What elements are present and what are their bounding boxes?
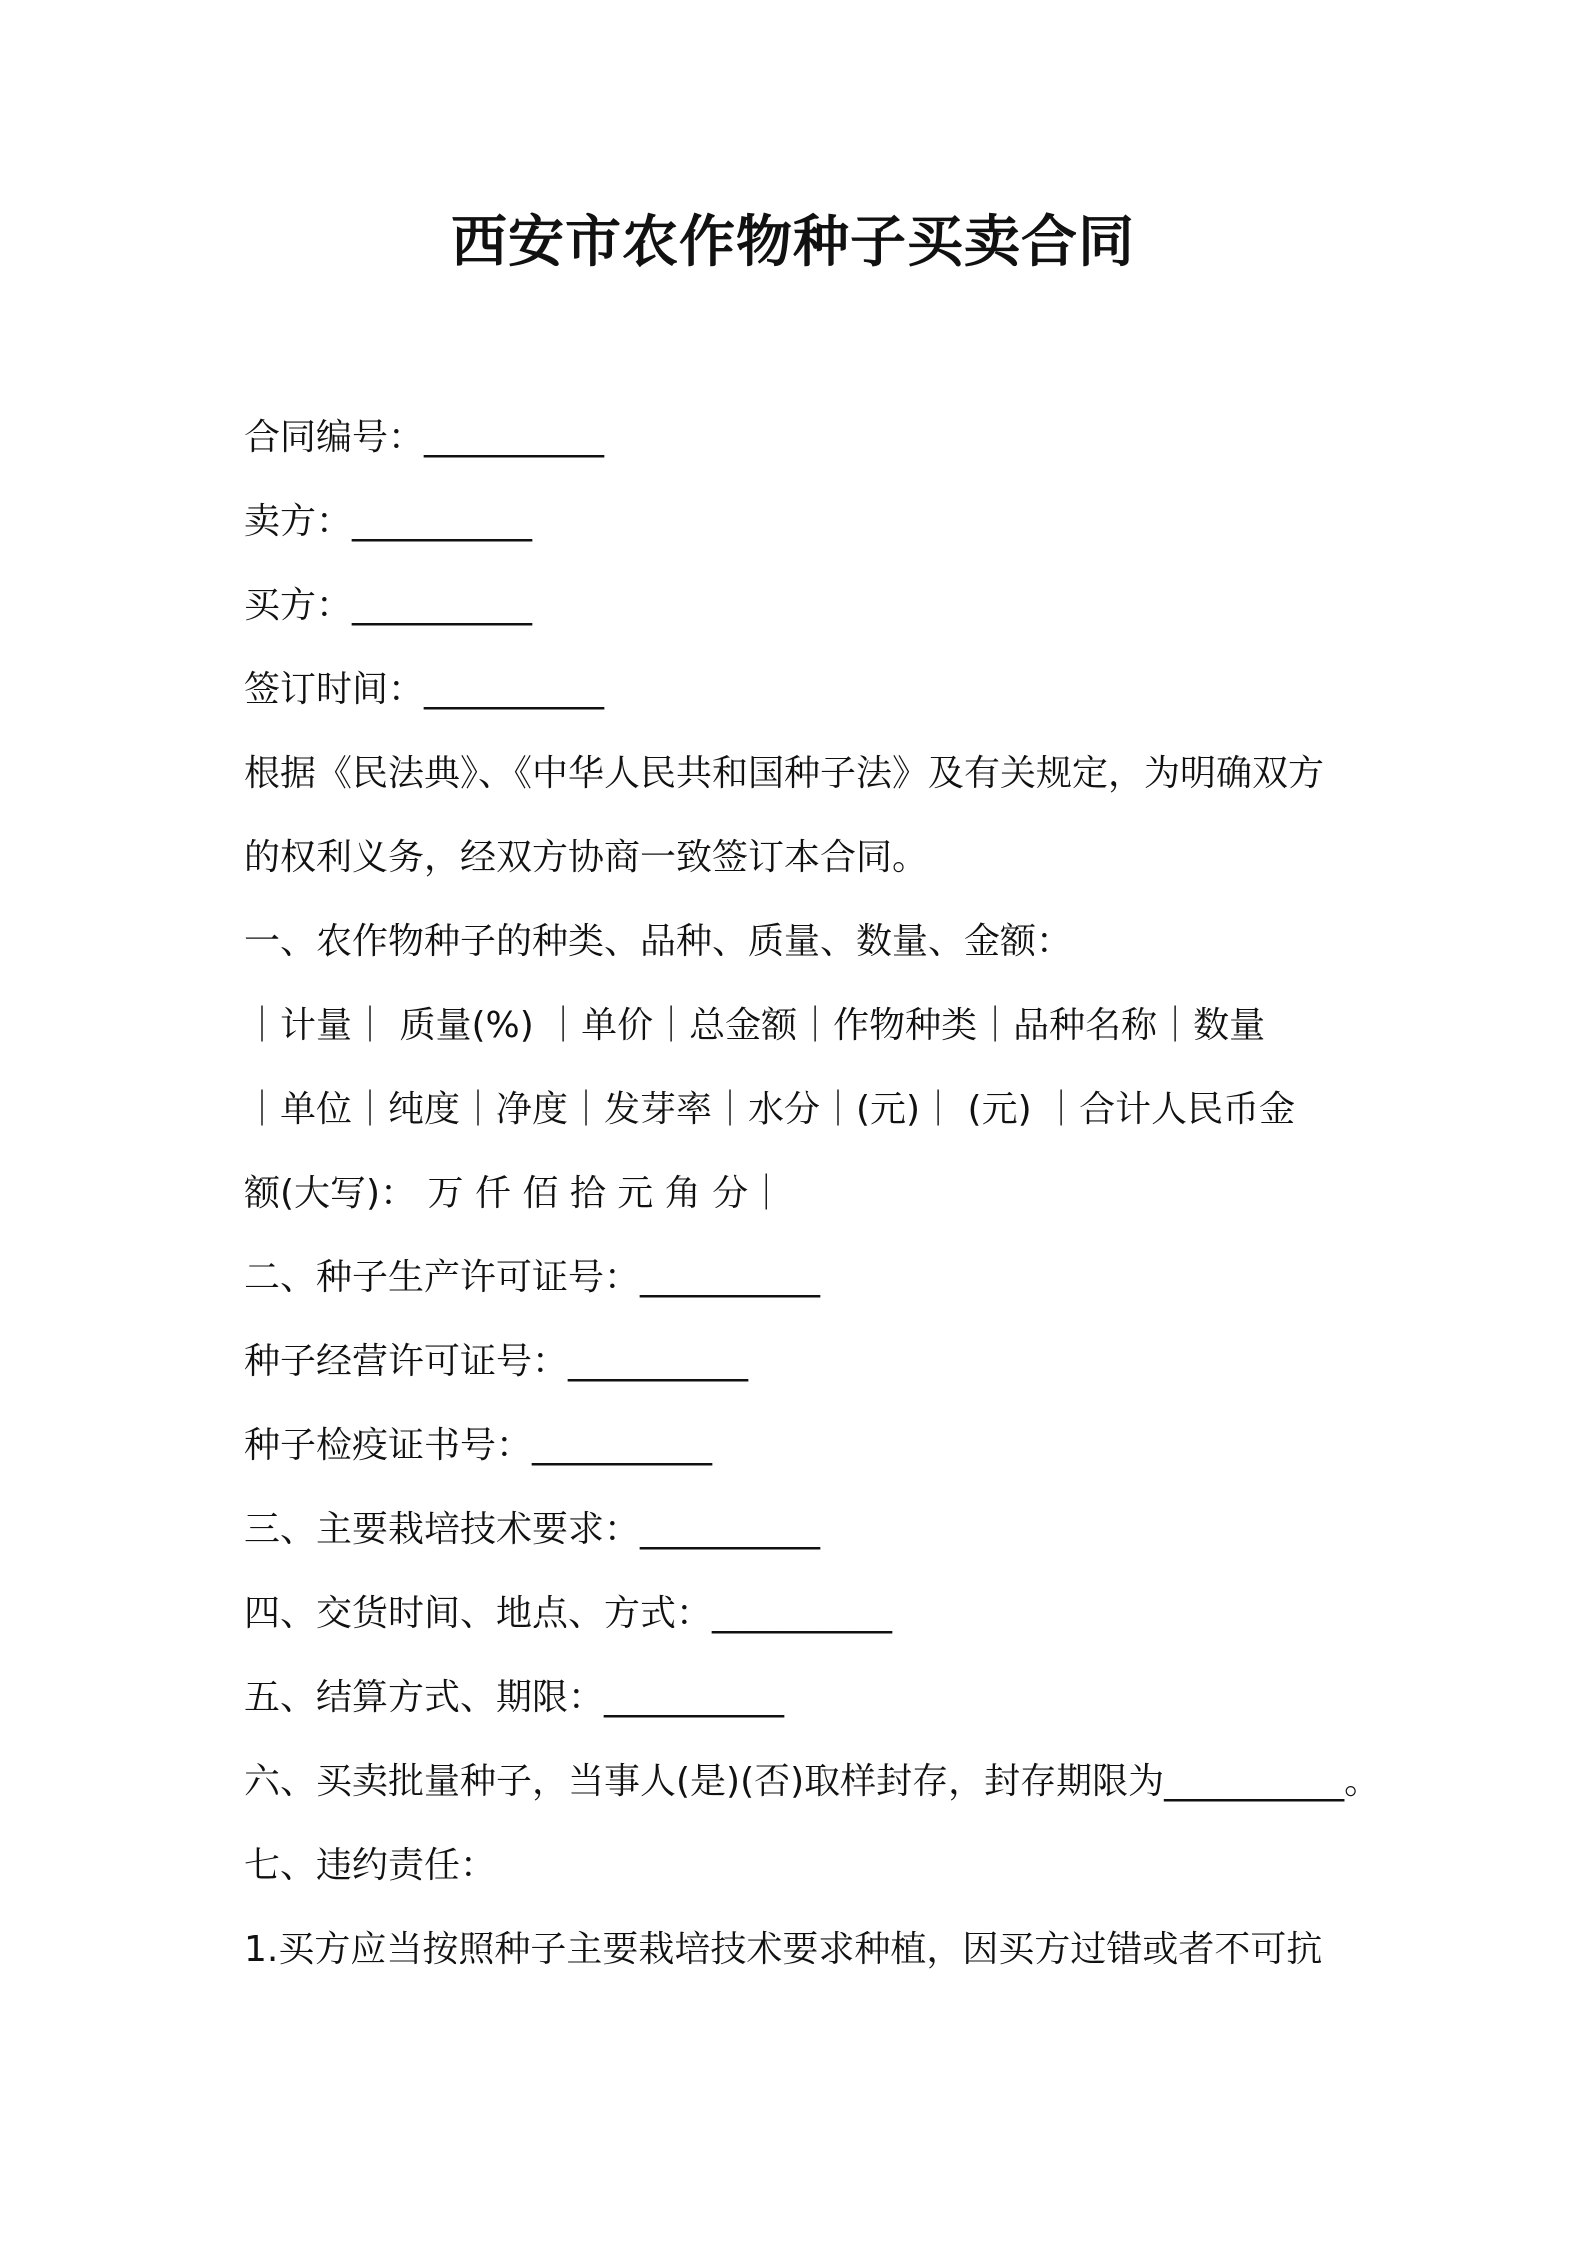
business-license-line: 种子经营许可证号：__________	[244, 1341, 749, 1382]
section-6-sampling: 六、买卖批量种子，当事人(是)(否)取样封存，封存期限为__________。	[244, 1761, 1381, 1802]
section-4-delivery: 四、交货时间、地点、方式：__________	[244, 1593, 893, 1634]
section-1-heading: 一、农作物种子的种类、品种、质量、数量、金额：	[244, 921, 1073, 962]
signing-date-line: 签订时间：__________	[244, 669, 605, 710]
document-title: 西安市农作物种子买卖合同	[451, 210, 1135, 275]
contract-number-line: 合同编号：__________	[244, 417, 605, 458]
seed-table-row-1: ｜计量｜ 质量(%) ｜单价｜总金额｜作物种类｜品种名称｜数量	[244, 1005, 1266, 1046]
section-5-settlement: 五、结算方式、期限：__________	[244, 1677, 785, 1718]
preamble-line-2: 的权利义务，经双方协商一致签订本合同。	[244, 837, 929, 878]
seller-line: 卖方：__________	[244, 501, 533, 542]
section-7-heading: 七、违约责任：	[244, 1845, 497, 1886]
seed-table-row-2: ｜单位｜纯度｜净度｜发芽率｜水分｜(元)｜ (元) ｜合计人民币金	[244, 1089, 1296, 1130]
section-3-cultivation: 三、主要栽培技术要求：__________	[244, 1509, 821, 1550]
buyer-line: 买方：__________	[244, 585, 533, 626]
quarantine-certificate-line: 种子检疫证书号：__________	[244, 1425, 713, 1466]
preamble-line-1: 根据《民法典》、《中华人民共和国种子法》及有关规定，为明确双方	[244, 753, 1325, 794]
section-7-item-1: 1.买方应当按照种子主要栽培技术要求种植，因买方过错或者不可抗	[244, 1929, 1323, 1970]
section-2-production-license: 二、种子生产许可证号：__________	[244, 1257, 821, 1298]
seed-table-row-3: 额(大写)： 万 仟 佰 拾 元 角 分｜	[244, 1173, 785, 1214]
